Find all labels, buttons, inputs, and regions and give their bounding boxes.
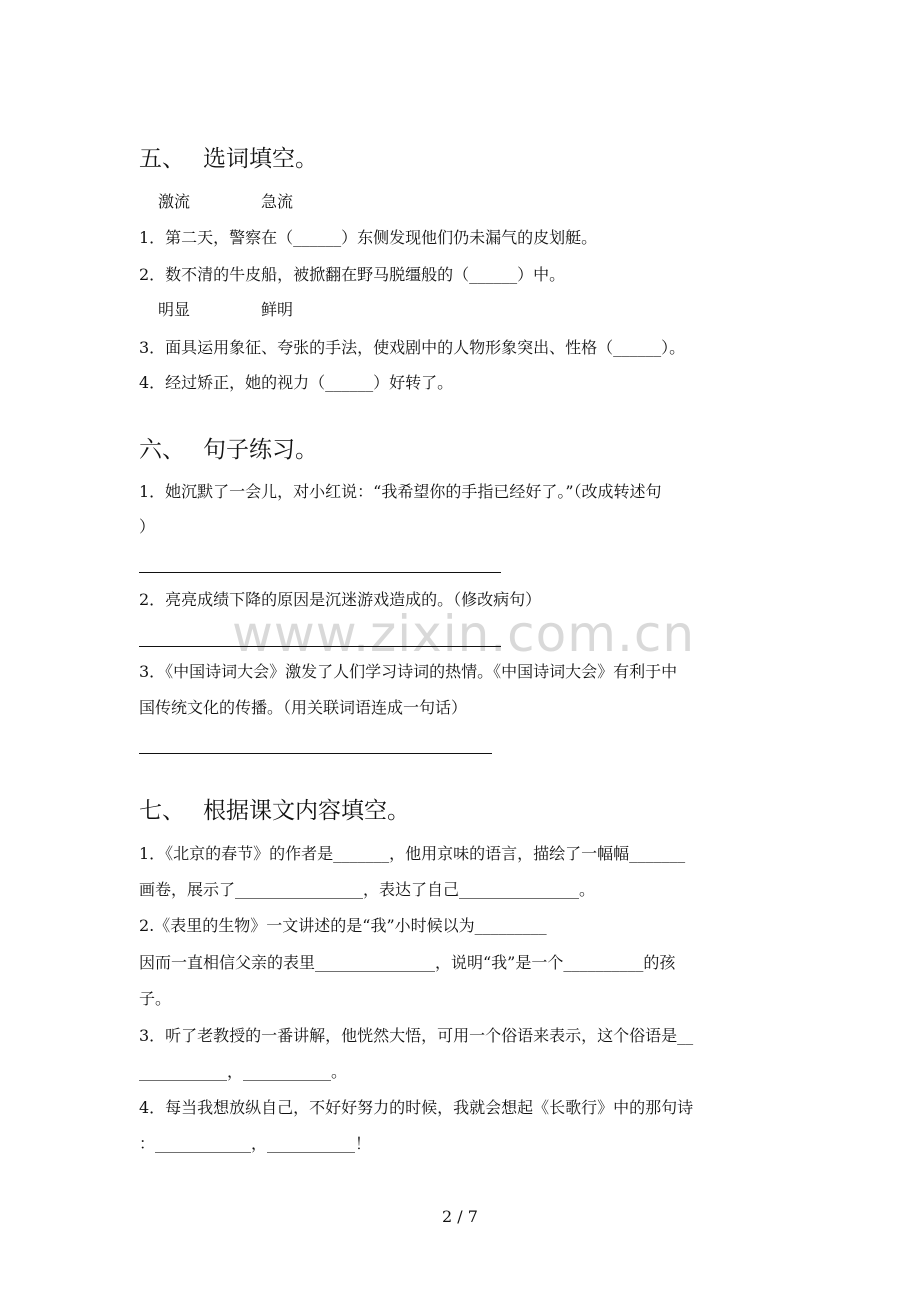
- page-number: 2 / 7: [442, 1207, 478, 1226]
- sec6-question-1: 1．她沉默了一会儿，对小红说：“我希望你的手指已经好了。”（改成转述句: [139, 482, 662, 501]
- sec7-question-1: 1．《北京的春节》的作者是_______，他用京味的语言，描绘了一幅幅_______: [139, 844, 686, 863]
- watermark: www.zixin.com.cn: [232, 605, 696, 663]
- section-7-heading: [139, 796, 410, 826]
- sec5-question-3: 3．面具运用象征、夸张的手法，使戏剧中的人物形象突出、性格（______）。: [139, 338, 686, 357]
- section-6-title: 句子练习。: [203, 437, 318, 463]
- section-5-title: 选词填空。: [203, 146, 318, 172]
- word-choices-1: [158, 191, 293, 213]
- sec5-question-2: 2．数不清的牛皮船，被掀翻在野马脱缰般的（______）中。: [139, 265, 566, 284]
- word-option: 明显: [158, 300, 191, 319]
- word-option: 激流: [158, 192, 191, 211]
- sec7-question-3-cont: ___________，___________。: [139, 1062, 348, 1081]
- section-7-number: 七、: [139, 798, 185, 824]
- section-6-heading: [139, 435, 318, 465]
- section-6-number: 六、: [139, 437, 185, 463]
- sec6-question-3: 3．《中国诗词大会》激发了人们学习诗词的热情。《中国诗词大会》有利于中: [139, 662, 678, 681]
- sec7-question-2-cont: 因而一直相信父亲的表里_______________，说明“我”是一个__________的孩: [139, 953, 676, 972]
- sec7-question-2-end: 子。: [139, 989, 172, 1008]
- answer-line: [139, 646, 501, 647]
- sec7-question-3: 3．听了老教授的一番讲解，他恍然大悟，可用一个俗语来表示，这个俗语是__: [139, 1026, 694, 1045]
- sec6-question-3-cont: 国传统文化的传播。（用关联词语连成一句话）: [139, 698, 468, 717]
- word-option: 急流: [261, 192, 294, 211]
- word-choices-2: [158, 299, 293, 321]
- sec6-question-1-cont: ）: [139, 517, 156, 536]
- sec7-question-1-cont: 画卷，展示了________________，表达了自己_______________。: [139, 880, 596, 899]
- sec5-question-1: 1．第二天，警察在（______）东侧发现他们仍未漏气的皮划艇。: [139, 228, 598, 247]
- sec5-question-4: 4．经过矫正，她的视力（______）好转了。: [139, 373, 454, 392]
- section-5-number: 五、: [139, 146, 185, 172]
- section-7-title: 根据课文内容填空。: [203, 798, 410, 824]
- word-option: 鲜明: [261, 300, 294, 319]
- answer-line: [139, 753, 492, 754]
- sec7-question-4-cont: ：____________，___________！: [139, 1134, 372, 1153]
- section-5-heading: [139, 144, 318, 174]
- sec6-question-2: 2．亮亮成绩下降的原因是沉迷游戏造成的。（修改病句）: [139, 590, 542, 609]
- sec7-question-2: 2.《表里的生物》一文讲述的是“我”小时候以为_________: [139, 916, 547, 935]
- sec7-question-4: 4．每当我想放纵自己，不好好努力的时候，我就会想起《长歌行》中的那句诗: [139, 1098, 694, 1117]
- answer-line: [139, 572, 501, 573]
